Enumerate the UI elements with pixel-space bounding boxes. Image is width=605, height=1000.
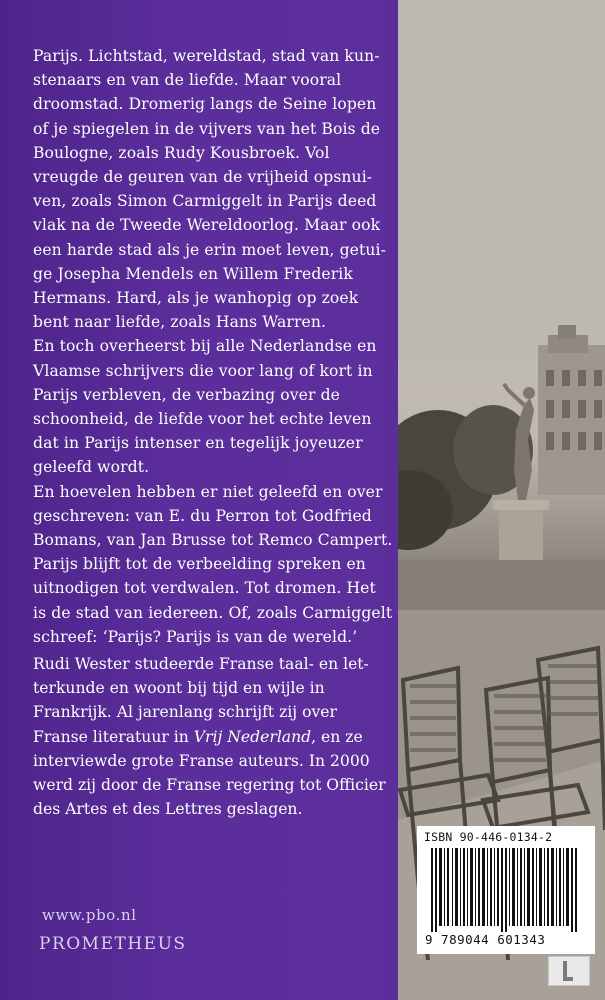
blurb-line: of je spiegelen in de vijvers van het Bois de [33, 119, 381, 138]
blurb-line: geschreven: van E. du Perron tot Godfried [33, 506, 372, 525]
barcode-label [417, 826, 595, 954]
blurb-line: schoonheid, de liefde voor het echte leven [33, 410, 372, 429]
blurb-line: is de stad van iedereen. Of, zoals Carmiggelt [33, 603, 393, 622]
corner-sticker [548, 956, 590, 986]
blurb-line: ge Josepha Mendels en Willem Frederik [33, 264, 353, 283]
blurb-paragraph-1 [33, 44, 395, 334]
bio-text: Franse literatuur in [33, 727, 194, 746]
blurb-line: Bomans, van Jan Brusse tot Remco Campert. [33, 531, 393, 550]
bio-line: werd zij door de Franse regering tot Officier [33, 776, 386, 795]
blurb-line: En toch overheerst bij alle Nederlandse en [33, 337, 377, 356]
blurb-line: droomstad. Dromerig langs de Seine lopen [33, 95, 377, 114]
blurb-line: Boulogne, zoals Rudy Kousbroek. Vol [33, 143, 330, 162]
barcode-icon [431, 848, 583, 932]
blurb-line: ven, zoals Simon Carmiggelt in Parijs deed [33, 192, 377, 211]
blurb-line: Hermans. Hard, als je wanhopig op zoek [33, 289, 359, 308]
blurb-line: een harde stad als je erin moet leven, getui- [33, 240, 386, 259]
blurb-line: geleefd wordt. [33, 458, 150, 477]
blurb-line: vlak na de Tweede Wereldoorlog. Maar ook [33, 216, 381, 235]
blurb-line: stenaars en van de liefde. Maar vooral [33, 71, 342, 90]
bio-line: Frankrijk. Al jarenlang schrijft zij over [33, 703, 337, 722]
blurb-line: Parijs verbleven, de verbazing over de [33, 385, 340, 404]
bio-line: interviewde grote Franse auteurs. In 2000 [33, 751, 370, 770]
blurb-line: Parijs blijft tot de verbeelding spreken en [33, 555, 366, 574]
bio-text: , en ze [311, 727, 363, 746]
blurb-line: Vlaamse schrijvers die voor lang of kort in [33, 361, 373, 380]
blurb-paragraph-2 [33, 334, 395, 479]
blurb-line: En hoevelen hebben er niet geleefd en over [33, 482, 383, 501]
publisher-website: www.pbo.nl [42, 906, 137, 924]
blurb-line: bent naar liefde, zoals Hans Warren. [33, 313, 327, 332]
ean-digits: 9 789044 601343 [425, 932, 546, 947]
blurb-line: Parijs. Lichtstad, wereldstad, stad van kun- [33, 47, 380, 65]
blurb-line: schreef: ‘Parijs? Parijs is van de wereld.’ [33, 627, 358, 646]
isbn-number: ISBN 90-446-0134-2 [424, 830, 553, 844]
publisher-logo: PROMETHEUS [39, 934, 187, 954]
bio-line [33, 728, 363, 746]
blurb [33, 44, 395, 649]
bio-line: terkunde en woont bij tijd en wijle in [33, 679, 325, 698]
blurb-line: dat in Parijs intenser en tegelijk joyeuzer [33, 434, 363, 453]
magazine-title: Vrij Nederland [193, 727, 312, 746]
author-bio [33, 652, 395, 821]
bio-line: des Artes et des Lettres geslagen. [33, 800, 303, 819]
blurb-paragraph-3 [33, 480, 395, 649]
blurb-line: uitnodigen tot verdwalen. Tot dromen. Het [33, 579, 376, 598]
bio-line: Rudi Wester studeerde Franse taal- en let- [33, 655, 369, 673]
blurb-line: vreugde de geuren van de vrijheid opsnui- [33, 168, 373, 187]
